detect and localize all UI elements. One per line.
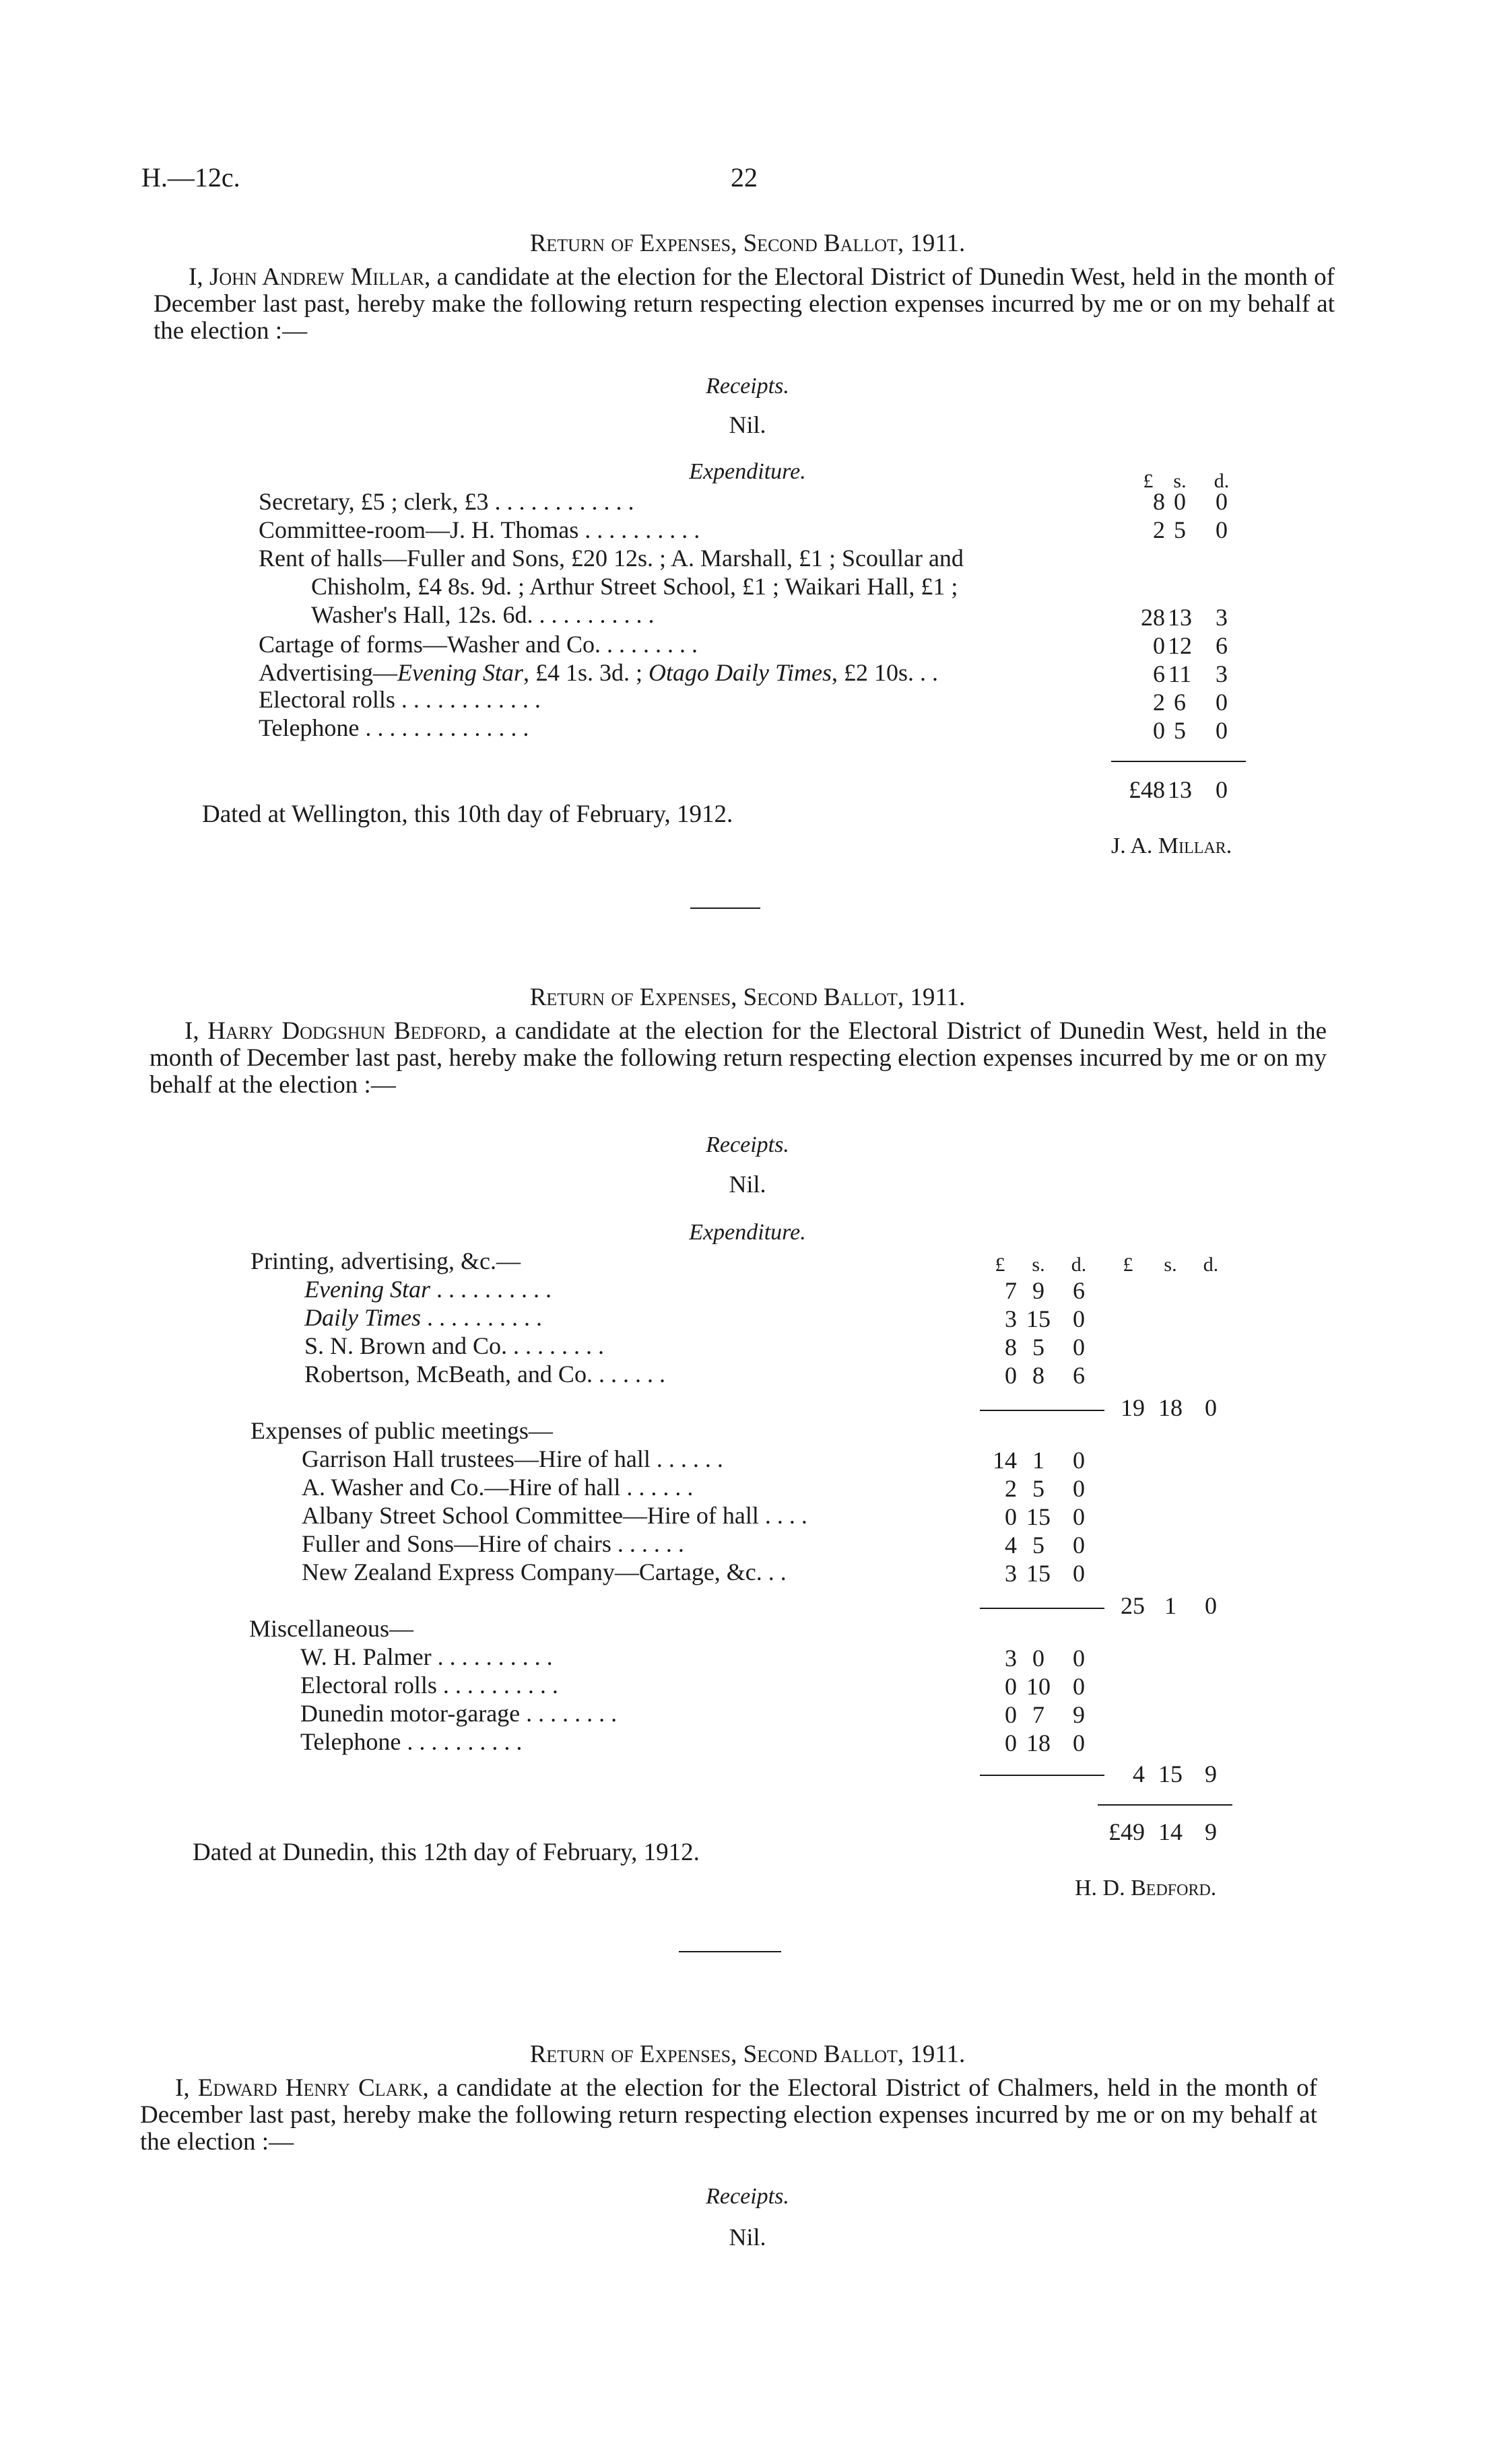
expense-item: Electoral rolls . . . . . . . . . . [300, 1672, 558, 1699]
expense-item: Electoral rolls . . . . . . . . . . . . [259, 686, 541, 713]
expense-item: A. Washer and Co.—Hire of hall . . . . . . [302, 1474, 694, 1501]
amount-pence: 0 [1073, 1334, 1085, 1361]
group-heading: Printing, advertising, &c.— [251, 1247, 521, 1274]
expense-item: Dunedin motor-garage . . . . . . . . [300, 1700, 618, 1727]
amount-pence: 9 [1073, 1701, 1085, 1728]
signature: H. D. Bedford. [1075, 1876, 1217, 1901]
amount-shillings: 5 [1032, 1334, 1044, 1361]
amount-pounds: 2 [1005, 1475, 1017, 1502]
amount-pence: 0 [1073, 1305, 1085, 1332]
col-head-shillings: s. [1032, 1254, 1045, 1276]
subtotal-rule [980, 1608, 1104, 1609]
amount-pounds: 8 [1005, 1334, 1017, 1361]
section-divider [679, 1951, 781, 1952]
expense-item: Telephone . . . . . . . . . . . . . . [259, 714, 529, 741]
intro-pre: I, [175, 2074, 198, 2102]
subtotal-col-head-pence: d. [1203, 1254, 1219, 1276]
amount-pounds: 2 [1153, 516, 1165, 543]
amount-pence: 0 [1073, 1503, 1085, 1530]
amount-pence: 0 [1073, 1560, 1085, 1587]
amount-shillings: 5 [1032, 1475, 1044, 1502]
amount-shillings: 15 [1026, 1503, 1051, 1530]
subtotal-pounds: 25 [1121, 1592, 1145, 1619]
subtotal-col-head-shillings: s. [1164, 1254, 1177, 1276]
amount-pounds: 0 [1005, 1730, 1017, 1756]
amount-pence: 0 [1216, 488, 1228, 515]
amount-pence: 6 [1073, 1362, 1085, 1389]
amount-pounds: 0 [1005, 1362, 1017, 1389]
expense-item: Telephone . . . . . . . . . . [300, 1728, 523, 1755]
amount-shillings: 1 [1032, 1447, 1044, 1474]
return-title: Return of Expenses, Second Ballot, 1911. [529, 230, 966, 257]
amount-pounds: 28 [1141, 604, 1165, 631]
intro-pre: I, [185, 1017, 208, 1045]
amount-pence: 3 [1216, 660, 1228, 687]
amount-pounds: 0 [1153, 717, 1165, 744]
page-number: 22 [731, 162, 758, 193]
amount-shillings: 13 [1168, 604, 1192, 631]
amount-shillings: 12 [1168, 632, 1192, 659]
total-pence: 0 [1216, 776, 1228, 803]
page-ref: H.—12c. [141, 162, 240, 193]
amount-pence: 0 [1216, 717, 1228, 744]
expenditure-heading: Expenditure. [689, 1220, 806, 1245]
candidate-name: John Andrew Millar [209, 263, 424, 291]
amount-shillings: 9 [1032, 1277, 1044, 1304]
amount-shillings: 15 [1026, 1560, 1051, 1587]
total-pounds: £48 [1129, 776, 1165, 803]
candidate-name: Harry Dodgshun Bedford [207, 1017, 481, 1045]
expense-item: Albany Street School Committee—Hire of hall . . . . [302, 1502, 807, 1529]
amount-shillings: 11 [1168, 660, 1192, 687]
section-divider [690, 908, 760, 909]
intro-paragraph [150, 1018, 1327, 1099]
signature: J. A. Millar. [1111, 833, 1232, 858]
amount-shillings: 8 [1032, 1362, 1044, 1389]
amount-pence: 6 [1073, 1277, 1085, 1304]
intro-text: , a candidate at the election for the Electoral District of Chalmers, held in the month of December last past, hereby make the following return respecting election expenses incurred by me or on my behalf at the election :— [140, 2074, 1317, 2156]
expense-item: Committee-room—J. H. Thomas . . . . . . . . . . [259, 516, 700, 543]
amount-pounds: 0 [1005, 1503, 1017, 1530]
expense-item-continuation: Chisholm, £4 8s. 9d. ; Arthur Street School, £1 ; Waikari Hall, £1 ; [311, 573, 958, 600]
amount-shillings: 5 [1032, 1532, 1044, 1559]
amount-pence: 0 [1073, 1475, 1085, 1502]
expense-item: Fuller and Sons—Hire of chairs . . . . . . [302, 1530, 684, 1557]
expense-item: Garrison Hall trustees—Hire of hall . . . . . . [302, 1445, 723, 1472]
expense-item: Robertson, McBeath, and Co. . . . . . . [304, 1361, 665, 1388]
amount-shillings: 0 [1032, 1645, 1044, 1672]
total-pence: 9 [1205, 1818, 1217, 1845]
amount-pounds: 4 [1005, 1532, 1017, 1559]
expense-item: Advertising—Evening Star, £4 1s. 3d. ; Otago Daily Times, £2 10s. . . [259, 659, 938, 686]
subtotal-pounds: 19 [1121, 1394, 1145, 1421]
total-rule [1098, 1804, 1232, 1806]
col-head-shillings: s. [1173, 470, 1187, 492]
expenditure-heading: Expenditure. [689, 459, 806, 484]
total-shillings: 14 [1158, 1818, 1183, 1845]
subtotal-shillings: 18 [1158, 1394, 1183, 1421]
amount-pounds: 8 [1153, 488, 1165, 515]
amount-pence: 3 [1216, 604, 1228, 631]
receipts-heading: Receipts. [706, 1132, 789, 1157]
amount-pounds: 6 [1153, 660, 1165, 687]
total-shillings: 13 [1168, 776, 1192, 803]
expense-item: Rent of halls—Fuller and Sons, £20 12s. ; A. Marshall, £1 ; Scoullar and [259, 545, 964, 572]
subtotal-shillings: 15 [1158, 1760, 1183, 1787]
group-heading: Miscellaneous— [249, 1615, 413, 1642]
candidate-name: Edward Henry Clark [197, 2074, 423, 2102]
intro-text: , a candidate at the election for the Electoral District of Dunedin West, held in the month of December last past, hereby make the following return respecting election expenses incurred by me or on my behalf at the election :— [154, 263, 1335, 345]
intro-paragraph [140, 2075, 1317, 2156]
amount-shillings: 5 [1174, 516, 1186, 543]
total-rule [1111, 761, 1246, 762]
intro-text: , a candidate at the election for the Electoral District of Dunedin West, held in the month of December last past, hereby make the following return respecting election expenses incurred by me or on my behalf at the election :— [150, 1017, 1327, 1099]
amount-pence: 0 [1073, 1673, 1085, 1700]
amount-pounds: 3 [1005, 1645, 1017, 1672]
expense-item: S. N. Brown and Co. . . . . . . . . [304, 1332, 605, 1359]
amount-pounds: 7 [1005, 1277, 1017, 1304]
amount-pounds: 0 [1005, 1701, 1017, 1728]
expense-item: W. H. Palmer . . . . . . . . . . [300, 1643, 553, 1670]
amount-pounds: 3 [1005, 1305, 1017, 1332]
subtotal-pence: 9 [1205, 1760, 1217, 1787]
amount-pounds: 0 [1005, 1673, 1017, 1700]
receipts-value: Nil. [729, 2224, 766, 2251]
amount-shillings: 0 [1174, 488, 1186, 515]
amount-pounds: 14 [993, 1447, 1017, 1474]
col-head-pounds: £ [995, 1254, 1005, 1276]
amount-pence: 6 [1216, 632, 1228, 659]
col-head-pence: d. [1071, 1254, 1087, 1276]
receipts-heading: Receipts. [706, 2184, 789, 2209]
amount-pence: 0 [1216, 516, 1228, 543]
amount-pounds: 2 [1153, 689, 1165, 716]
amount-shillings: 18 [1026, 1730, 1051, 1756]
subtotal-pence: 0 [1205, 1394, 1217, 1421]
amount-pence: 0 [1216, 689, 1228, 716]
expense-item: Secretary, £5 ; clerk, £3 . . . . . . . . . . . . [259, 488, 634, 515]
receipts-value: Nil. [729, 411, 766, 438]
subtotal-col-head-pounds: £ [1123, 1254, 1133, 1276]
expense-item: Daily Times . . . . . . . . . . [304, 1304, 543, 1331]
expense-item: Evening Star . . . . . . . . . . [304, 1276, 552, 1303]
amount-shillings: 10 [1026, 1673, 1051, 1700]
expense-item: Cartage of forms—Washer and Co. . . . . . . . . [259, 631, 698, 658]
expense-item-continuation: Washer's Hall, 12s. 6d. . . . . . . . . . . [311, 601, 655, 628]
return-title: Return of Expenses, Second Ballot, 1911. [529, 2041, 966, 2068]
amount-pence: 0 [1073, 1730, 1085, 1756]
subtotal-shillings: 1 [1164, 1592, 1176, 1619]
amount-pounds: 0 [1153, 632, 1165, 659]
dated-line: Dated at Wellington, this 10th day of February, 1912. [202, 800, 733, 828]
expense-item: New Zealand Express Company—Cartage, &c. . . [302, 1559, 787, 1585]
intro-pre: I, [189, 263, 209, 291]
amount-shillings: 15 [1026, 1305, 1051, 1332]
subtotal-pounds: 4 [1133, 1760, 1145, 1787]
col-head-pence: d. [1214, 470, 1230, 492]
subtotal-pence: 0 [1205, 1592, 1217, 1619]
amount-pence: 0 [1073, 1645, 1085, 1672]
intro-paragraph [154, 264, 1335, 345]
return-title: Return of Expenses, Second Ballot, 1911. [529, 984, 966, 1011]
amount-shillings: 7 [1032, 1701, 1044, 1728]
group-heading: Expenses of public meetings— [251, 1417, 553, 1444]
dated-line: Dated at Dunedin, this 12th day of February, 1912. [193, 1839, 700, 1866]
receipts-value: Nil. [729, 1171, 766, 1198]
subtotal-rule [980, 1410, 1104, 1411]
amount-pounds: 3 [1005, 1560, 1017, 1587]
amount-pence: 0 [1073, 1447, 1085, 1474]
subtotal-rule [980, 1775, 1104, 1776]
amount-pence: 0 [1073, 1532, 1085, 1559]
amount-shillings: 5 [1174, 717, 1186, 744]
col-head-pounds: £ [1143, 470, 1154, 492]
amount-shillings: 6 [1174, 689, 1186, 716]
total-pounds: £49 [1108, 1818, 1145, 1845]
receipts-heading: Receipts. [706, 374, 789, 399]
